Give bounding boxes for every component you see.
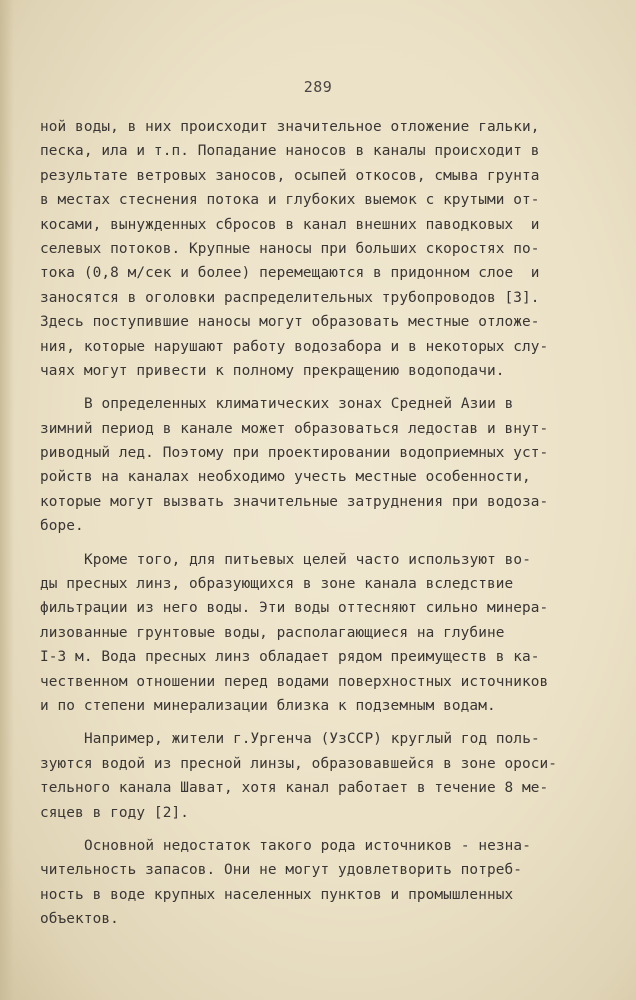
text-line: Здесь поступившие наносы могут образовать местные отложе- — [40, 314, 540, 331]
text-line: чественном отношении перед водами поверхностных источников — [40, 673, 549, 690]
text-line: песка, ила и т.п. Попадание наносов в каналы происходит в — [40, 143, 540, 160]
page-edge-shadow — [0, 0, 14, 1000]
paragraph-gap — [40, 718, 600, 727]
text-line: I-3 м. Вода пресных линз обладает рядом преимуществ в ка- — [40, 649, 540, 666]
paragraph — [40, 727, 600, 825]
paragraph-gap — [40, 539, 600, 548]
text-line: ной воды, в них происходит значительное отложение гальки, — [40, 119, 540, 135]
text-line: Основной недостаток такого рода источников - незна- — [84, 837, 531, 854]
body-text — [40, 115, 600, 932]
paragraph — [40, 834, 600, 932]
text-line: тельного канала Шават, хотя канал работает в течение 8 ме- — [40, 780, 549, 797]
text-line: зимний период в канале может образоваться ледостав и внут- — [40, 420, 549, 437]
text-line: результате ветровых заносов, осыпей откосов, смыва грунта — [40, 167, 540, 184]
text-line: боре. — [40, 518, 84, 535]
text-line: Кроме того, для питьевых целей часто используют во- — [84, 551, 531, 568]
text-line: ность в воде крупных населенных пунктов и промышленных — [40, 886, 514, 903]
text-line: ройств на каналах необходимо учесть местные особенности, — [40, 469, 531, 486]
paragraph-gap — [40, 383, 600, 392]
paragraph-gap — [40, 825, 600, 834]
text-line: Например, жители г.Ургенча (УзССР) круглый год поль- — [84, 731, 540, 748]
text-line: зуются водой из пресной линзы, образовавшейся в зоне ороси- — [40, 755, 558, 772]
text-line: чаях могут привести к полному прекращению водоподачи. — [40, 362, 505, 379]
text-line: тока (0,8 м/сек и более) перемещаются в придонном слое и — [40, 265, 540, 282]
text-line: в местах стеснения потока и глубоких выемок с крутыми от- — [40, 192, 540, 209]
text-line: фильтрации из него воды. Эти воды оттесняют сильно минера- — [40, 600, 549, 617]
text-line: заносятся в оголовки распределительных трубопроводов [3]. — [40, 289, 540, 306]
page-number: 289 — [303, 78, 333, 96]
text-line: ния, которые нарушают работу водозабора и в некоторых слу- — [40, 338, 549, 355]
text-line: объектов. — [40, 911, 119, 928]
text-line: которые могут вызвать значительные затруднения при водоза- — [40, 493, 549, 510]
text-line: чительность запасов. Они не могут удовлетворить потреб- — [40, 862, 523, 879]
text-line: селевых потоков. Крупные наносы при больших скоростях по- — [40, 240, 540, 257]
text-line: риводный лед. Поэтому при проектировании водоприемных уст- — [40, 445, 549, 462]
paragraph — [40, 115, 600, 383]
paragraph — [40, 392, 600, 538]
text-line: ды пресных линз, образующихся в зоне канала вследствие — [40, 576, 514, 593]
text-line: В определенных климатических зонах Средней Азии в — [84, 396, 514, 413]
text-line: косами, вынужденных сбросов в канал внешних паводковых и — [40, 216, 540, 233]
text-line: лизованные грунтовые воды, располагающиеся на глубине — [40, 624, 505, 641]
text-line: сяцев в году [2]. — [40, 804, 189, 821]
text-line: и по степени минерализации близка к подземным водам. — [40, 697, 496, 714]
paragraph — [40, 548, 600, 719]
